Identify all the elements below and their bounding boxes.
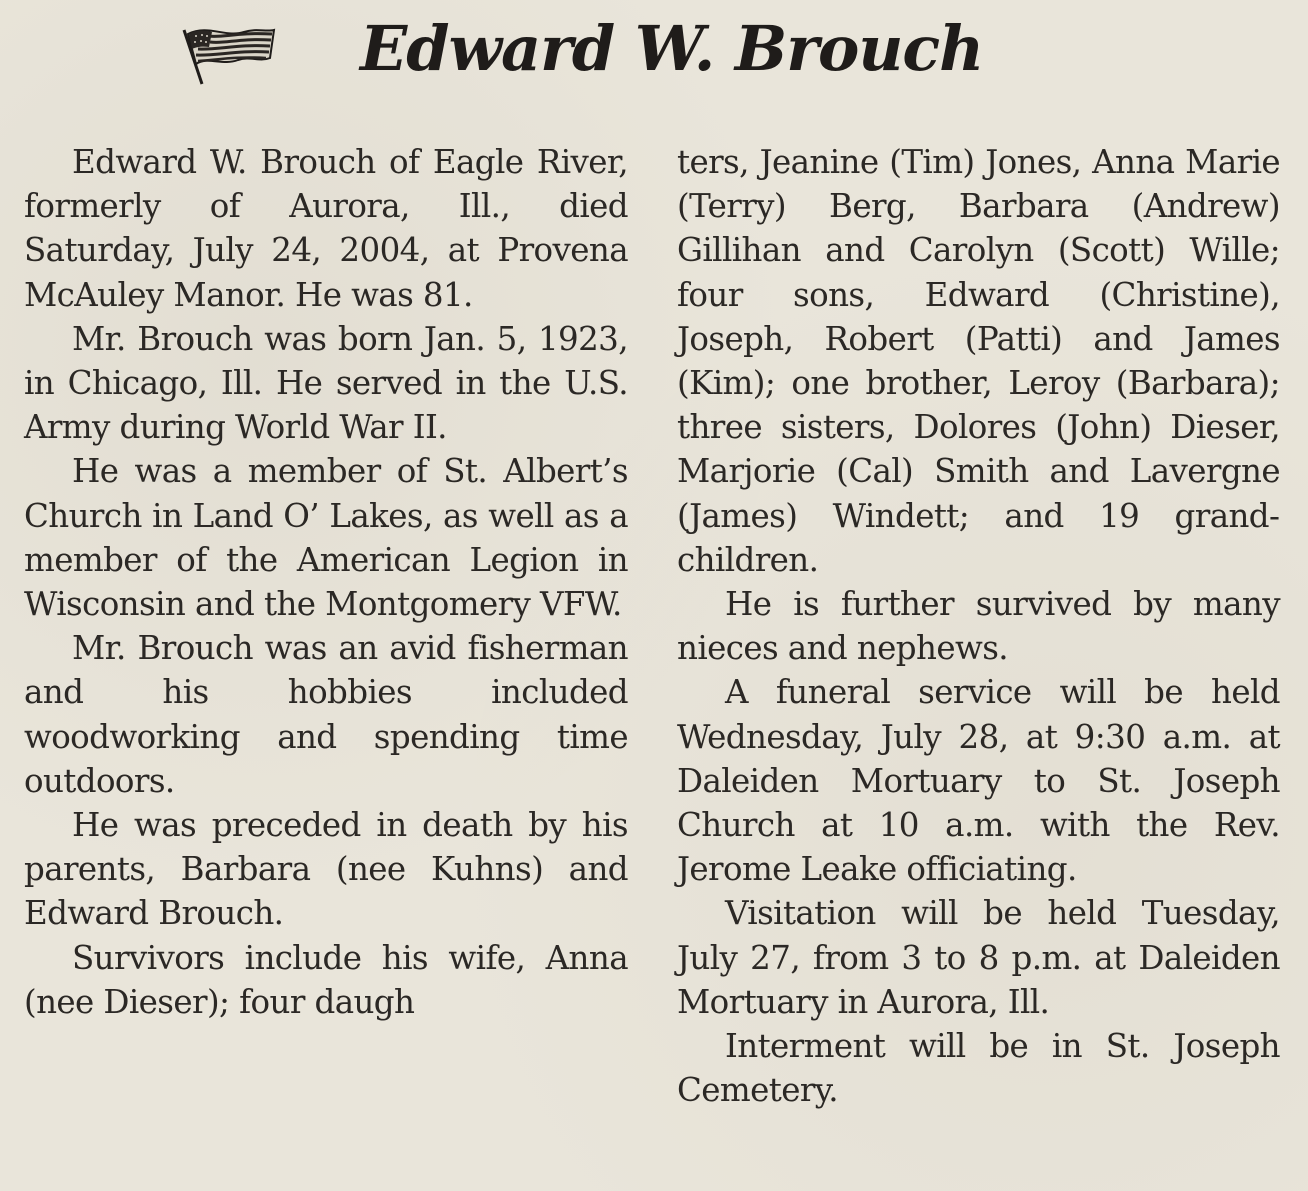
obituary-title: Edward W. Brouch bbox=[360, 12, 984, 85]
right-column bbox=[677, 140, 1280, 1112]
paragraph-survivors-continued: ters, Jeanine (Tim) Jones, Anna Marie (Terry) Berg, Barbara (Andrew) Gillihan and Carolyn (Scott) Wille; four sons, Edward (Christine), Joseph, Robert (Patti) and James (Kim); one brother, Leroy (Barbara); three sisters, Dolores (John) Dieser, Marjorie (Cal) Smith and Lavergne (James) Windett; and 19 grandchildren. bbox=[677, 143, 1280, 579]
paragraph-birth-service: Mr. Brouch was born Jan. 5, 1923, in Chicago, Ill. He served in the U.S. Army during World War II. bbox=[24, 319, 628, 447]
paragraph-memberships: He was a member of St. Albert’s Church in Land O’ Lakes, as well as a member of the American Legion in Wisconsin and the Montgomery VFW. bbox=[24, 452, 628, 624]
paragraph-hobbies: Mr. Brouch was an avid fisherman and his hobbies included woodworking and spending time outdoors. bbox=[24, 629, 628, 800]
paragraph-interment: Interment will be in St. Joseph Cemetery. bbox=[677, 1027, 1280, 1110]
paragraph-funeral-service: A funeral service will be held Wednesday, July 28, at 9:30 a.m. at Daleiden Mortuary to St. Joseph Church at 10 a.m. with the Rev. Jerome Leake officiating. bbox=[677, 673, 1280, 889]
paragraph-preceded: He was preceded in death by his parents, Barbara (nee Kuhns) and Edward Brouch. bbox=[24, 806, 628, 933]
headline-row bbox=[0, 0, 1308, 120]
paragraph-survivors-start: Survivors include his wife, Anna (nee Dieser); four daugh bbox=[24, 938, 628, 1021]
left-column bbox=[24, 140, 628, 1024]
paragraph-visitation: Visitation will be held Tuesday, July 27, from 3 to 8 p.m. at Daleiden Mortuary in Aurora, Ill. bbox=[677, 894, 1280, 1021]
paragraph-death-notice: Edward W. Brouch of Eagle River, formerly of Aurora, Ill., died Saturday, July 24, 2004, at Provena McAuley Manor. He was 81. bbox=[24, 143, 628, 314]
paragraph-nieces-nephews: He is further survived by many nieces and nephews. bbox=[677, 585, 1280, 668]
american-flag-icon bbox=[178, 22, 278, 86]
